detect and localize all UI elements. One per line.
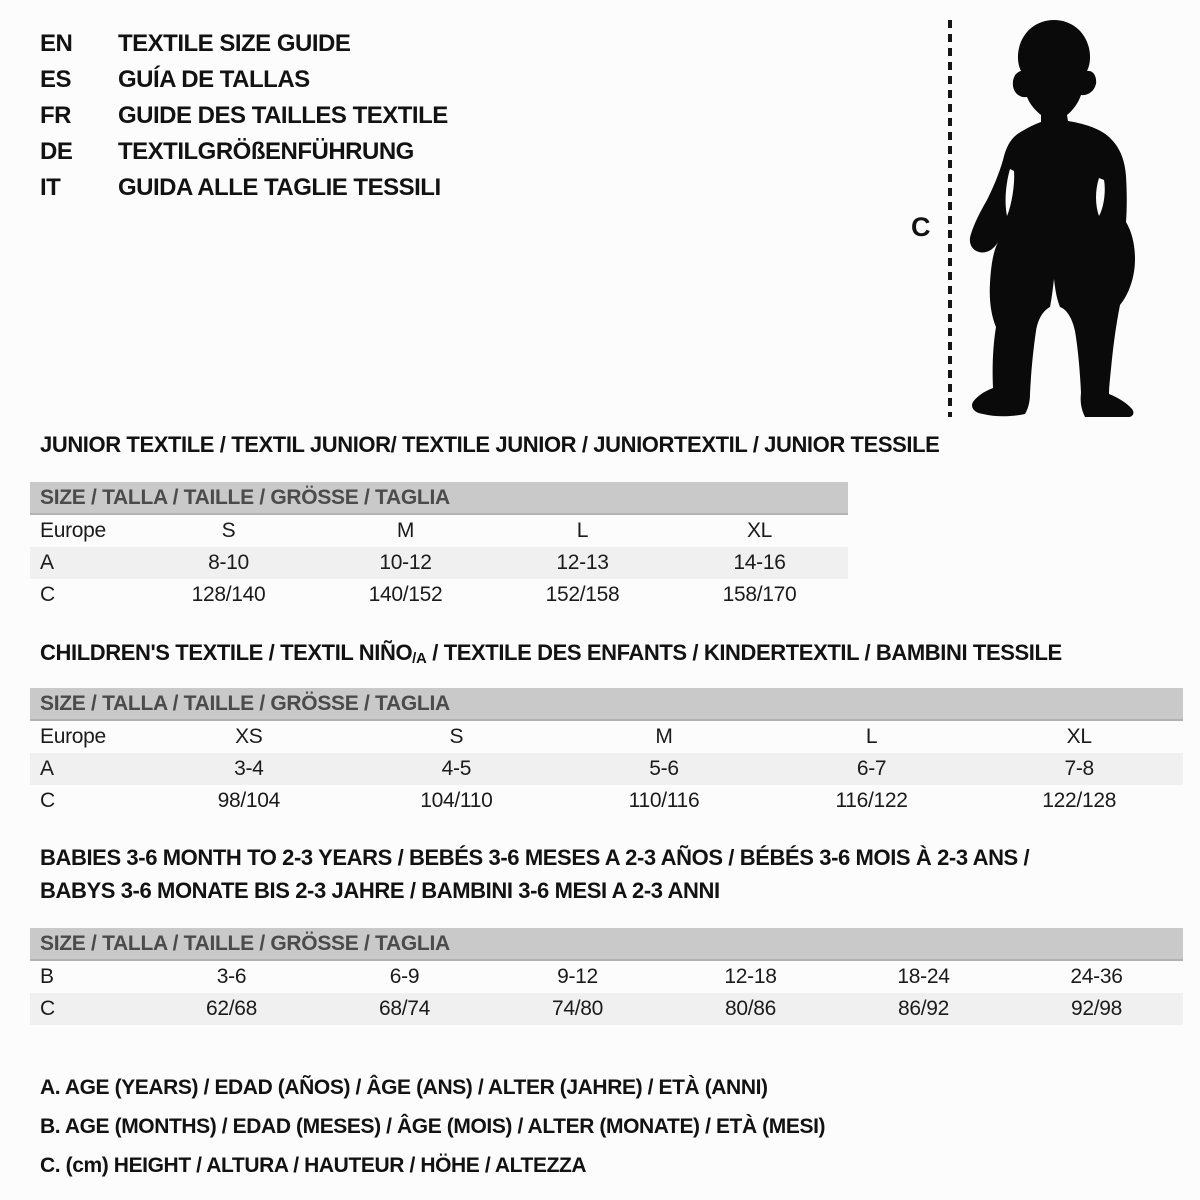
row-label: A bbox=[30, 547, 140, 579]
size-cell: 8-10 bbox=[140, 547, 317, 579]
language-title-list bbox=[40, 26, 448, 206]
size-cell: 92/98 bbox=[1010, 993, 1183, 1025]
size-header: SIZE / TALLA / TAILLE / GRÖSSE / TAGLIA bbox=[30, 928, 1183, 960]
size-cell: 62/68 bbox=[145, 993, 318, 1025]
size-cell: 122/128 bbox=[1042, 789, 1117, 812]
row-label: C bbox=[30, 993, 145, 1025]
size-cell: 10-12 bbox=[317, 547, 494, 579]
size-cell: 86/92 bbox=[837, 993, 1010, 1025]
legend-line-c: C. (cm) HEIGHT / ALTURA / HAUTEUR / HÖHE / ALTEZZA bbox=[40, 1153, 587, 1177]
table-row bbox=[30, 993, 1183, 1025]
size-cell: 18-24 bbox=[897, 965, 950, 988]
children-size-table bbox=[30, 688, 1183, 817]
size-cell: 98/104 bbox=[217, 789, 281, 812]
size-cell: 128/140 bbox=[191, 583, 266, 606]
language-code: EN bbox=[40, 30, 73, 57]
row-label: Europe bbox=[40, 725, 106, 748]
row-label: Europe bbox=[40, 519, 106, 542]
guide-title: GUIDA ALLE TAGLIE TESSILI bbox=[118, 174, 441, 201]
size-cell: 110/116 bbox=[628, 789, 700, 812]
legend-line-b: B. AGE (MONTHS) / EDAD (MESES) / ÂGE (MOIS) / ALTER (MONATE) / ETÀ (MESI) bbox=[40, 1114, 826, 1138]
size-cell: 3-6 bbox=[216, 965, 247, 988]
table-row bbox=[30, 579, 848, 611]
size-cell: 24-36 bbox=[1070, 965, 1123, 988]
size-cell: L bbox=[865, 725, 878, 748]
row-label: A bbox=[30, 753, 145, 785]
guide-title: TEXTILGRÖßENFÜHRUNG bbox=[118, 138, 414, 165]
babies-section-title-line1: BABIES 3-6 MONTH TO 2-3 YEARS / BEBÉS 3-6 MESES A 2-3 AÑOS / BÉBÉS 3-6 MOIS À 2-3 ANS / bbox=[40, 845, 1030, 870]
guide-title: TEXTILE SIZE GUIDE bbox=[118, 30, 351, 57]
size-cell: 7-8 bbox=[975, 753, 1183, 785]
junior-section-title: JUNIOR TEXTILE / TEXTIL JUNIOR/ TEXTILE JUNIOR / JUNIORTEXTIL / JUNIOR TESSILE bbox=[40, 432, 940, 457]
row-label: B bbox=[40, 965, 54, 988]
size-cell: 74/80 bbox=[491, 993, 664, 1025]
table-row bbox=[30, 960, 1183, 993]
language-code: FR bbox=[40, 102, 71, 129]
babies-section-title-line2: BABYS 3-6 MONATE BIS 2-3 JAHRE / BAMBINI 3-6 MESI A 2-3 ANNI bbox=[40, 878, 720, 903]
size-header: SIZE / TALLA / TAILLE / GRÖSSE / TAGLIA bbox=[30, 688, 1183, 720]
size-cell: 6-7 bbox=[768, 753, 976, 785]
measurement-legend bbox=[40, 1068, 825, 1185]
size-cell: 9-12 bbox=[557, 965, 598, 988]
size-cell: S bbox=[221, 519, 236, 542]
table-row bbox=[30, 514, 848, 547]
size-cell: XL bbox=[1066, 725, 1092, 748]
toddler-silhouette-image bbox=[968, 15, 1140, 419]
height-measure-dashed-line bbox=[948, 20, 952, 417]
table-row bbox=[30, 547, 848, 579]
size-cell: 116/122 bbox=[835, 789, 908, 812]
size-cell: 68/74 bbox=[318, 993, 491, 1025]
language-code: DE bbox=[40, 138, 73, 165]
children-title-part: CHILDREN'S TEXTILE / TEXTIL NIÑO bbox=[40, 640, 413, 665]
size-cell: 140/152 bbox=[368, 583, 443, 606]
size-cell: 14-16 bbox=[671, 547, 848, 579]
list-item bbox=[40, 26, 448, 62]
measure-label-c: C bbox=[911, 212, 931, 242]
size-cell: S bbox=[449, 725, 464, 748]
size-cell: 104/110 bbox=[420, 789, 493, 812]
language-code: IT bbox=[40, 174, 61, 201]
size-cell: L bbox=[576, 519, 589, 542]
size-header: SIZE / TALLA / TAILLE / GRÖSSE / TAGLIA bbox=[30, 482, 848, 514]
size-cell: 158/170 bbox=[722, 583, 797, 606]
table-row bbox=[30, 753, 1183, 785]
list-item bbox=[40, 62, 448, 98]
junior-size-table bbox=[30, 482, 848, 611]
guide-title: GUÍA DE TALLAS bbox=[118, 66, 310, 93]
size-cell: 5-6 bbox=[560, 753, 768, 785]
table-row bbox=[30, 785, 1183, 817]
size-cell: 6-9 bbox=[389, 965, 420, 988]
list-item bbox=[40, 98, 448, 134]
list-item bbox=[40, 134, 448, 170]
size-cell: 3-4 bbox=[145, 753, 353, 785]
list-item bbox=[40, 170, 448, 206]
table-header-row bbox=[30, 482, 848, 514]
size-cell: XL bbox=[746, 519, 773, 542]
babies-size-table bbox=[30, 928, 1183, 1025]
row-label: C bbox=[40, 583, 55, 606]
size-cell: XS bbox=[235, 725, 263, 748]
guide-title: GUIDE DES TAILLES TEXTILE bbox=[118, 102, 448, 129]
size-cell: 80/86 bbox=[664, 993, 837, 1025]
size-cell: 12-13 bbox=[494, 547, 671, 579]
size-cell: 4-5 bbox=[353, 753, 561, 785]
legend-line-a: A. AGE (YEARS) / EDAD (AÑOS) / ÂGE (ANS) / ALTER (JAHRE) / ETÀ (ANNI) bbox=[40, 1075, 768, 1099]
size-cell: 152/158 bbox=[545, 583, 620, 606]
table-row bbox=[30, 720, 1183, 753]
size-cell: M bbox=[655, 725, 673, 748]
row-label: C bbox=[40, 789, 55, 812]
language-code: ES bbox=[40, 66, 72, 93]
children-section-title bbox=[40, 640, 1062, 666]
size-cell: M bbox=[396, 519, 415, 542]
table-header-row bbox=[30, 928, 1183, 960]
children-title-part: / TEXTILE DES ENFANTS / KINDERTEXTIL / BAMBINI TESSILE bbox=[426, 640, 1062, 665]
size-cell: 12-18 bbox=[724, 965, 777, 988]
table-header-row bbox=[30, 688, 1183, 720]
children-title-subscript: /A bbox=[412, 650, 427, 667]
